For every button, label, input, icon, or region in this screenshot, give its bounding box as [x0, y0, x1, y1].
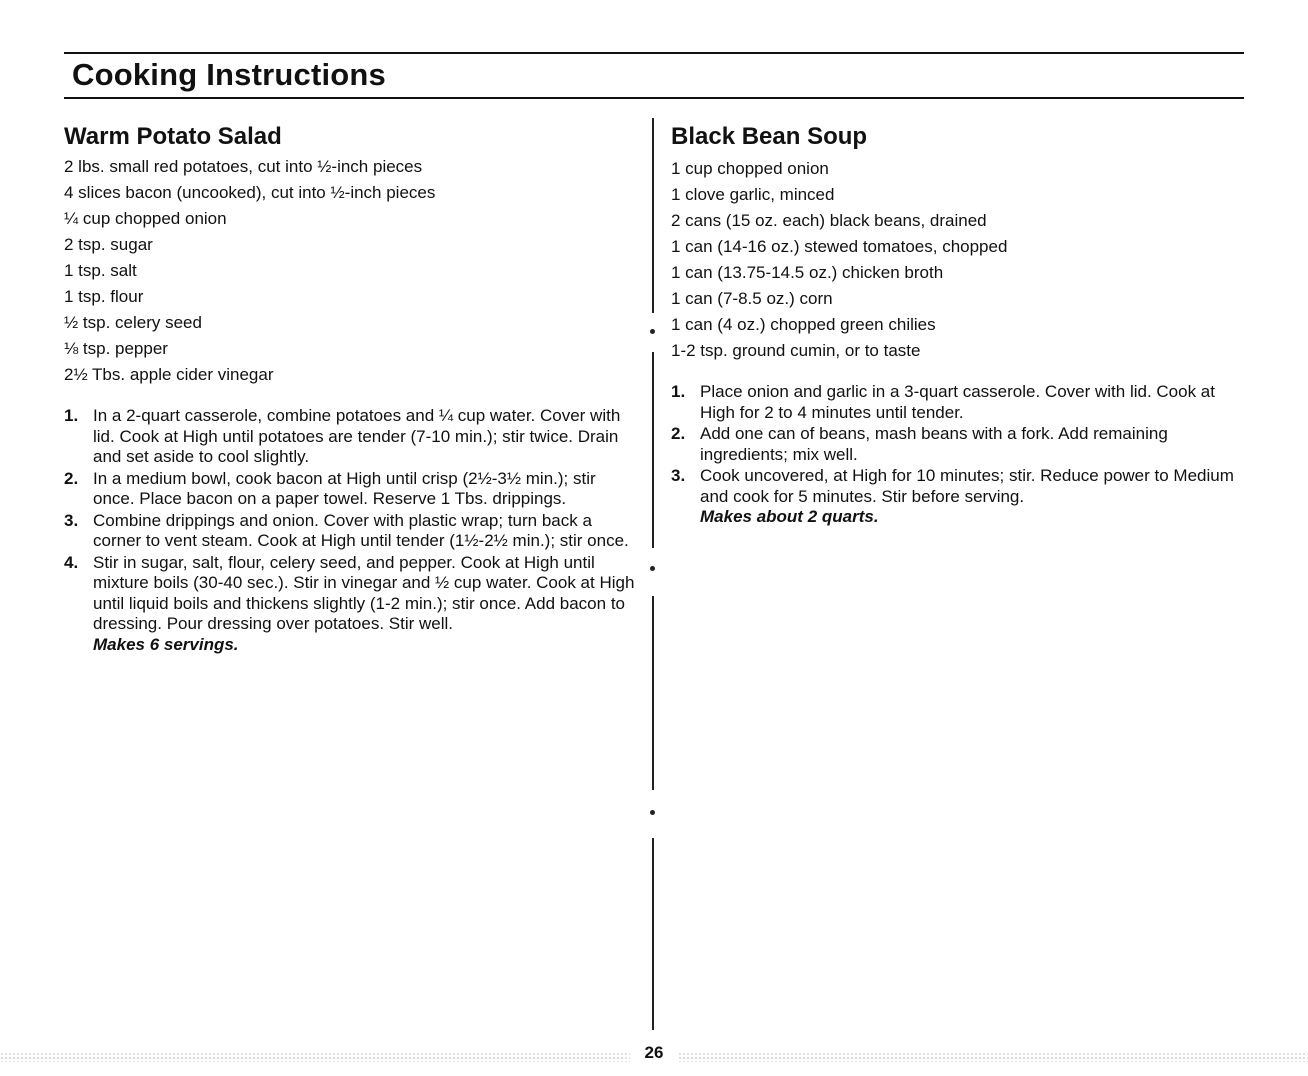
recipe-title: Black Bean Soup	[671, 123, 868, 150]
step-text: Combine drippings and onion. Cover with plastic wrap; turn back a corner to vent steam. Cook at High until tender (1½-2½ min.); stir once.	[93, 510, 629, 550]
instruction-step	[64, 553, 640, 635]
page-number: 26	[644, 1043, 664, 1062]
column-divider	[652, 596, 654, 790]
divider-dot	[650, 566, 655, 571]
step-number: 2.	[671, 424, 686, 443]
step-text: Add one can of beans, mash beans with a fork. Add remaining ingredients; mix well.	[700, 424, 1168, 464]
ingredient-item: 1 can (4 oz.) chopped green chilies	[671, 315, 936, 334]
instruction-step	[671, 424, 1251, 465]
step-text: Cook uncovered, at High for 10 minutes; stir. Reduce power to Medium and cook for 5 minutes. Stir before serving.	[700, 466, 1234, 506]
divider-dot	[650, 329, 655, 334]
ingredient-item: 2 tsp. sugar	[64, 235, 153, 254]
page-title: Cooking Instructions	[72, 57, 386, 92]
ingredient-item: 1 tsp. flour	[64, 287, 144, 306]
ingredient-item: 2 lbs. small red potatoes, cut into ½-inch pieces	[64, 157, 423, 176]
instruction-step	[64, 406, 640, 468]
recipe-yield: Makes about 2 quarts.	[700, 507, 879, 526]
ingredient-item: 4 slices bacon (uncooked), cut into ½-inch pieces	[64, 183, 436, 202]
instruction-step	[671, 466, 1251, 507]
column-divider	[652, 838, 654, 1030]
ingredient-item: ⅛ tsp. pepper	[64, 339, 168, 358]
step-text: In a 2-quart casserole, combine potatoes and ¼ cup water. Cover with lid. Cook at High until potatoes are tender (7-10 min.); stir twice. Drain and set aside to cool slightly.	[93, 406, 621, 466]
ingredient-item: 1 clove garlic, minced	[671, 185, 835, 204]
ingredient-item: 1 can (7-8.5 oz.) corn	[671, 289, 833, 308]
step-number: 3.	[64, 510, 79, 530]
recipe-yield: Makes 6 servings.	[93, 634, 239, 654]
instruction-step	[64, 511, 640, 552]
step-text: In a medium bowl, cook bacon at High until crisp (2½-3½ min.); stir once. Place bacon on a paper towel. Reserve 1 Tbs. drippings.	[93, 468, 596, 508]
step-number: 1.	[64, 406, 79, 425]
ingredient-item: 2 cans (15 oz. each) black beans, drained	[671, 211, 987, 230]
step-text: Place onion and garlic in a 3-quart casserole. Cover with lid. Cook at High for 2 to 4 minutes until tender.	[700, 382, 1215, 422]
step-text: Stir in sugar, salt, flour, celery seed, and pepper. Cook at High until mixture boils (30-40 sec.). Stir in vinegar and ½ cup water. Cook at High until liquid boils and thickens slightly (1-2 min.); stir once. Add bacon to dressing. Pour dressing over potatoes. Stir well.	[93, 552, 635, 633]
recipe-black-bean-soup	[671, 120, 1251, 528]
ingredient-item: ¼ cup chopped onion	[64, 209, 227, 228]
header-bottom-rule	[64, 97, 1244, 99]
ingredient-list	[671, 156, 1251, 364]
instruction-step	[671, 382, 1251, 423]
ingredient-list	[64, 154, 640, 388]
instruction-steps	[64, 406, 640, 635]
recipe-warm-potato-salad	[64, 120, 640, 655]
column-divider	[652, 352, 654, 548]
ingredient-item: ½ tsp. celery seed	[64, 313, 202, 332]
instruction-step	[64, 469, 640, 510]
ingredient-item: 1 tsp. salt	[64, 261, 137, 280]
ingredient-item: 1 cup chopped onion	[671, 159, 829, 178]
instruction-steps	[671, 382, 1251, 507]
divider-dot	[650, 810, 655, 815]
step-number: 4.	[64, 552, 79, 572]
ingredient-item: 2½ Tbs. apple cider vinegar	[64, 365, 274, 384]
column-divider	[652, 118, 654, 313]
ingredient-item: 1 can (14-16 oz.) stewed tomatoes, chopped	[671, 237, 1008, 256]
recipe-title: Warm Potato Salad	[64, 123, 282, 150]
ingredient-item: 1 can (13.75-14.5 oz.) chicken broth	[671, 263, 944, 282]
step-number: 1.	[671, 382, 686, 401]
step-number: 3.	[671, 466, 686, 485]
ingredient-item: 1-2 tsp. ground cumin, or to taste	[671, 341, 921, 360]
step-number: 2.	[64, 468, 79, 488]
header-top-rule	[64, 52, 1244, 54]
